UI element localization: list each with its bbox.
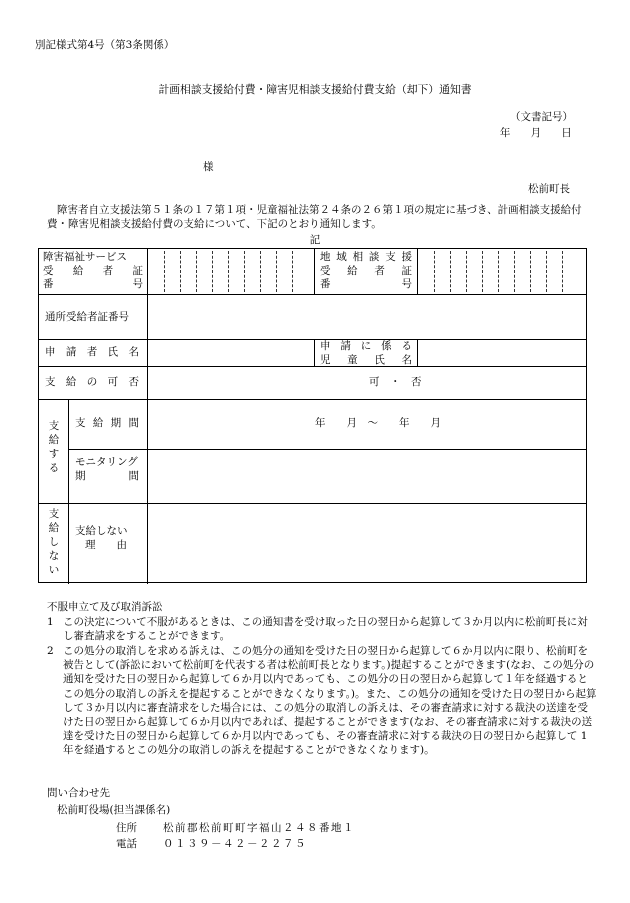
rejection-reason-label: 支給しない 理 由	[75, 525, 128, 551]
regional-support-certificate-label: 地 域 相 談 支 援 受 給 者 証 番 号	[320, 251, 412, 290]
document-title: 計画相談支援給付費・障害児相談支援給付費支給（却下）通知書	[158, 83, 472, 96]
appeals-heading: 不服申立て及び取消訴訟	[47, 601, 163, 613]
address-value: 松前郡松前町町字福山２４８番地１	[163, 822, 355, 834]
contact-organization: 松前町役場(担当課係名)	[57, 804, 171, 816]
day-service-certificate-label: 通所受給者証番号	[45, 311, 129, 323]
phone-value: ０１３９－４２－２２７５	[163, 838, 307, 850]
notice-table	[38, 248, 587, 583]
payment-period-label: 支 給 期 間	[75, 417, 139, 429]
form-id: 別記様式第4号（第3条関係）	[35, 39, 175, 51]
appeal-item-1: 1 この決定について不服があるときは、この通知書を受け取った日の翌日から起算して３か月以内に松前町長に対し審査請求をすることができます。	[47, 616, 588, 643]
document-reference: （文書記号）	[510, 111, 573, 123]
contact-heading: 問い合わせ先	[47, 787, 110, 799]
approval-value: 可 ・ 否	[369, 376, 422, 388]
date-month: 月	[530, 127, 542, 139]
issue-date	[500, 127, 572, 141]
payment-period-value: 年 月 ～ 年 月	[315, 417, 441, 429]
addressee: 様	[203, 161, 214, 173]
date-year: 年	[499, 127, 511, 139]
issuer: 松前町長	[528, 183, 570, 195]
not-provide-group-label: 支給しない	[48, 508, 60, 576]
child-name-label: 申 請 に 係 る 児 童 氏 名	[320, 340, 412, 366]
address-label: 住所	[116, 822, 137, 834]
approval-label: 支 給 の 可 否	[45, 376, 139, 388]
phone-label: 電話	[116, 838, 137, 850]
provide-group-label: 支給する	[48, 420, 60, 474]
monitoring-period-label: モニタリング 期 間	[75, 456, 139, 482]
applicant-name-label: 申 請 者 氏 名	[45, 346, 139, 358]
intro-paragraph: 障害者自立支援法第５１条の１７第１項・児童福祉法第２４条の２６第１項の規定に基づき、計画相談支援給付費・障害児相談支援給付費の支給について、下記のとおり通知します。	[47, 204, 582, 230]
appeal-item-2: 2 この処分の取消しを求める訴えは、この処分の通知を受けた日の翌日から起算して６か月以内に限り、松前町を被告として(訴訟において松前町を代表する者は松前町長となります。)提起することができます(なお、この処分の通知を受けた日の翌日から起算して６か月以内であっても、この処分の日の翌日から起算して１年を経過するとこの処分の取消しの訴えを提起することができなくなります。)。また、この処分の通知を受けた日の翌日から起算して３か月以内に審査請求をした場合には、この処分の取消しの訴えは、その審査請求に対する裁決の送達を受けた日の翌日から起算して６か月以内であれば、提起することができます(なお、その審査請求に対する裁決の送達を受けた日の翌日から起算して６か月以内であっても、その審査請求に対する裁決の日の翌日から起算して 1 年を経過するとこの処分の取消しの訴えを提起することができなくなります)。	[47, 645, 597, 757]
service-certificate-label: 障害福祉サービス 受 給 者 証 番 号	[43, 251, 143, 290]
ki-heading: 記	[309, 234, 321, 246]
date-day: 日	[561, 127, 572, 139]
